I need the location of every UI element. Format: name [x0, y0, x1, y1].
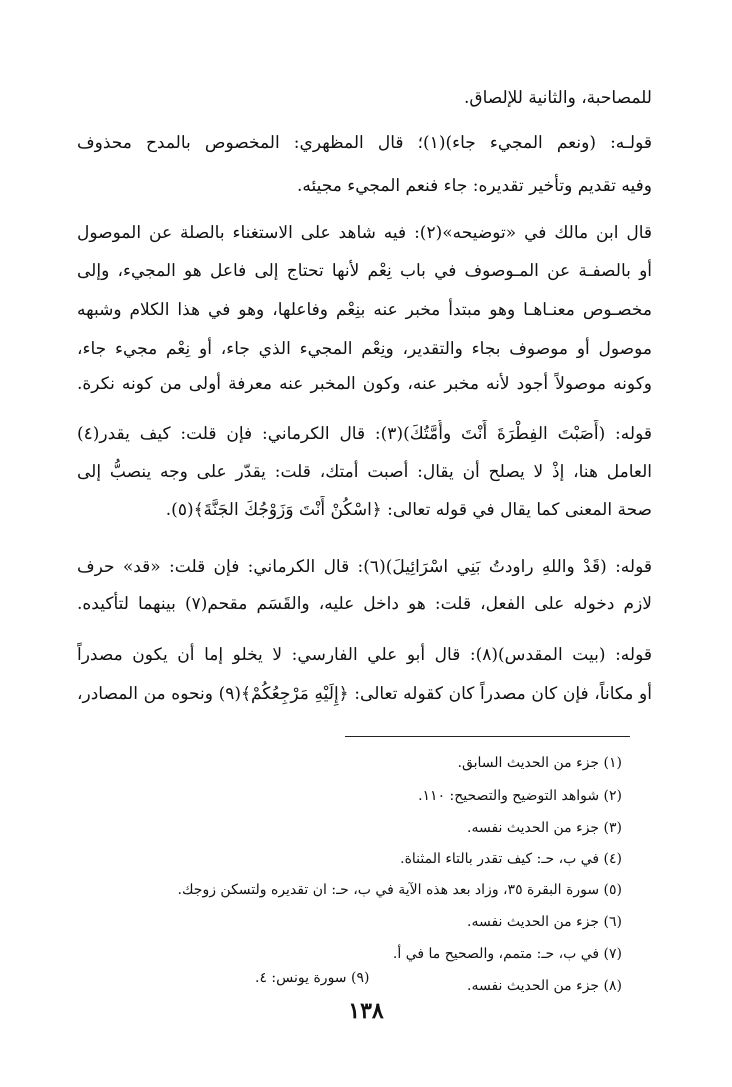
body-line-14: قوله: (بيت المقدس)(٨): قال أبو علي الفارسي: لا يخلو إما أن يكون مصدراً — [77, 645, 652, 665]
body-line-7: موصول أو موصوف بجاء والتقدير، ونِعْم المجيء الذي جاء، أو نِعْم مجيء جاء، — [77, 339, 652, 359]
body-line-6: مخصـوص معنـاهـا وهو مبتدأ مخبر عنه بنِعْم وفاعلها، وهو في هذا الكلام وشبهه — [77, 300, 652, 320]
body-line-13: لازم دخوله على الفعل، قلت: هو داخل عليه، والقَسَم مقحم(٧) بينهما لتأكيده. — [77, 594, 652, 614]
body-line-12: قوله: (قَدْ واللهِ راودتُ بَنِي اسْرَائِيلَ)(٦): قال الكرماني: فإن قلت: «قد» حرف — [77, 557, 652, 577]
footnote-3: (٣) جزء من الحديث نفسه. — [467, 820, 622, 836]
footnote-9: (٩) سورة يونس: ٤. — [255, 970, 370, 986]
body-line-3: وفيه تقديم وتأخير تقديره: جاء فنعم المجيء مجيئه. — [296, 176, 652, 196]
footnote-7: (٧) في ب، حـ: متمم، والصحيح ما في أ. — [392, 946, 622, 962]
body-line-15: أو مكاناً، فإن كان مصدراً كان كقوله تعالى: ﴿إِلَيْهِ مَرْجِعُكُمْ﴾(٩) ونحوه من المصادر، — [77, 684, 652, 704]
footnote-4: (٤) في ب، حـ: كيف تقدر بالتاء المثناة. — [400, 851, 622, 867]
body-line-11: صحة المعنى كما يقال في قوله تعالى: ﴿اسْكُنْ أَنْتَ وَزَوْجُكَ الجَنَّةَ﴾(٥). — [165, 500, 652, 520]
body-line-8: وكونه موصولاً أجود لأنه مخبر عنه، وكون المخبر عنه معرفة أولى من كونه نكرة. — [77, 374, 652, 394]
body-line-4: قال ابن مالك في «توضيحه»(٢): فيه شاهد على الاستغناء بالصلة عن الموصول — [77, 223, 652, 243]
body-line-2: قولـه: (ونعم المجيء جاء)(١)؛ قال المظهري: المخصوص بالمدح محذوف — [77, 133, 652, 153]
footnote-1: (١) جزء من الحديث السابق. — [457, 755, 622, 771]
footnote-5: (٥) سورة البقرة ٣٥، وزاد بعد هذه الآية في ب، حـ: ان تقديره ولتسكن زوجك. — [177, 882, 622, 898]
footnote-6: (٦) جزء من الحديث نفسه. — [467, 914, 622, 930]
footnote-separator — [345, 736, 630, 737]
body-line-9: قوله: (أَصَبْتَ الفِطْرَةَ أَنْتَ وأُمَّتُكَ)(٣): قال الكرماني: فإن قلت: كيف يقدر(٤) — [77, 424, 652, 444]
body-line-5: أو بالصفـة عن المـوصوف في باب نِعْم لأنها تحتاج إلى فاعل هو المجيء، وإلى — [77, 261, 652, 281]
body-line-1: للمصاحبة، والثانية للإلصاق. — [463, 88, 652, 108]
footnote-2: (٢) شواهد التوضيح والتصحيح: ١١٠. — [418, 788, 622, 804]
page-number: ١٣٨ — [348, 998, 384, 1024]
footnote-8: (٨) جزء من الحديث نفسه. — [467, 978, 622, 994]
body-line-10: العامل هنا، إذْ لا يصلح أن يقال: أصبت أمتك، قلت: يقدّر على وجه ينصبُّ إلى — [77, 462, 652, 482]
